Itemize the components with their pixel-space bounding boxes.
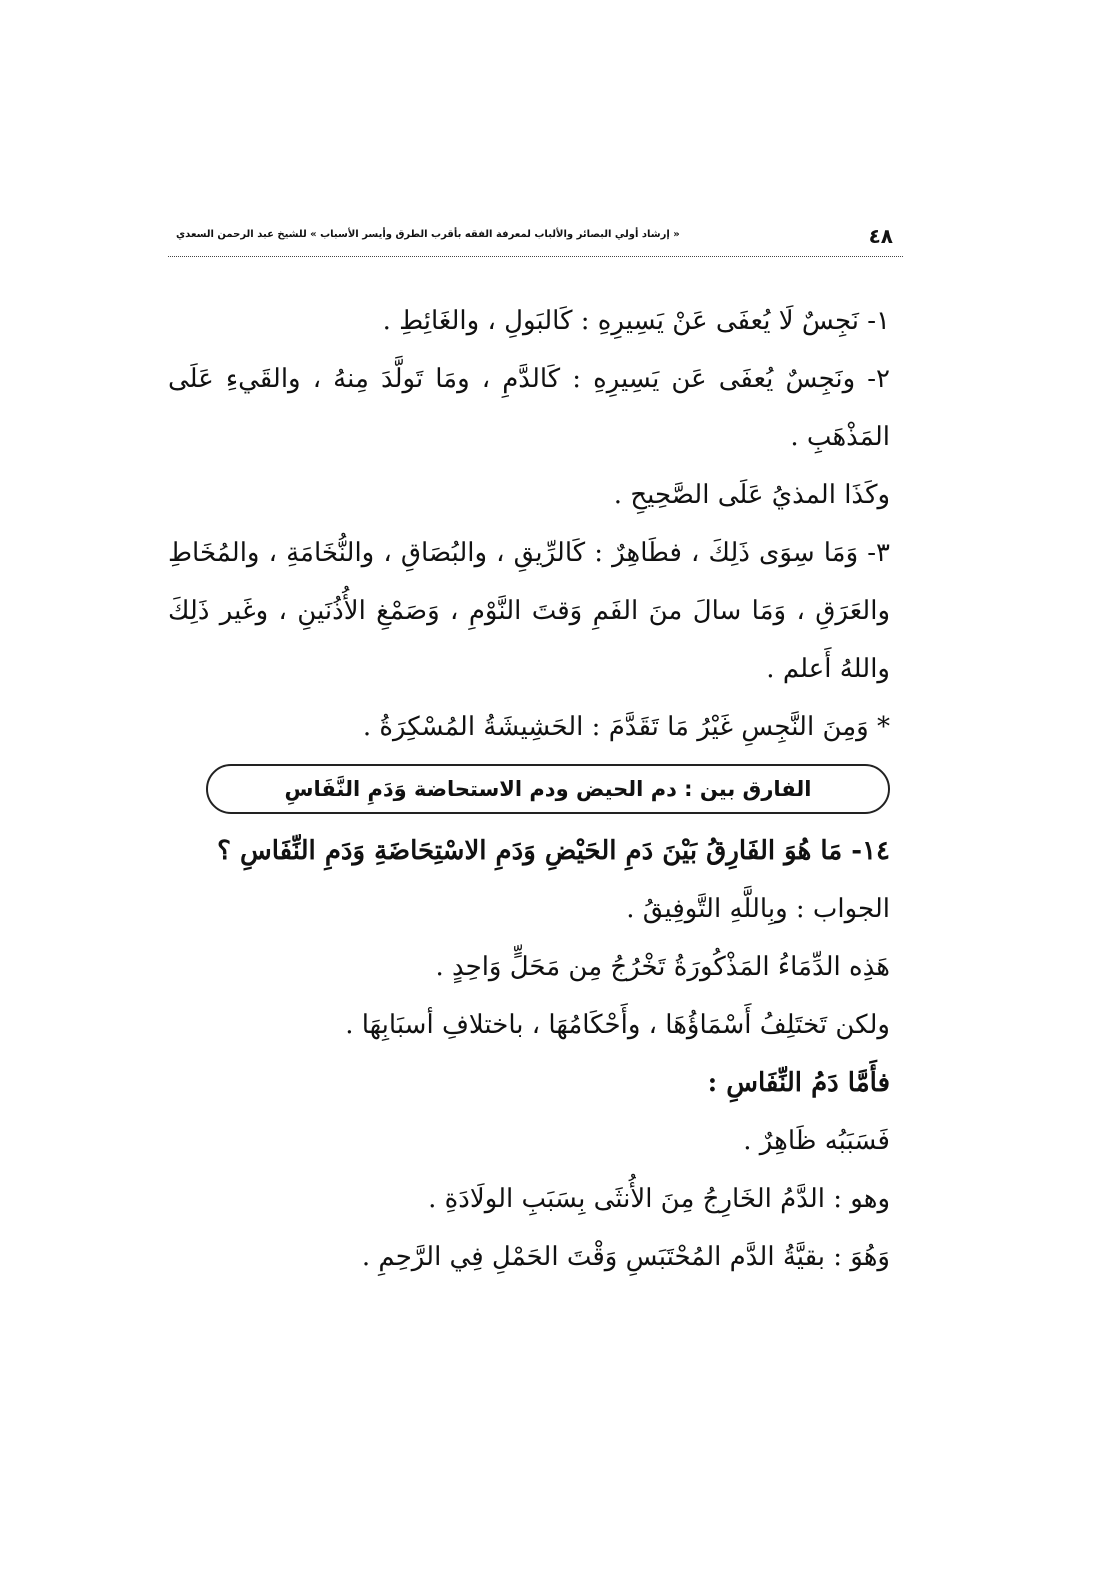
paragraph-3: فَسَبَبُه ظَاهِرٌ . [743, 1126, 890, 1156]
paragraph-4: وهو : الدَّمُ الخَارِجُ مِنَ الأُنثَى بِسَبَبِ الولَادَةِ . [428, 1184, 890, 1214]
list-item-2: ٢- ونَجِسٌ يُعفَى عَن يَسِيرِهِ : كَالدَّمِ ، ومَا تَولَّدَ مِنهُ ، والقَيءِ عَلَى المَذْهَبِ . [168, 364, 890, 452]
section-title-box [206, 764, 890, 814]
question-14: ١٤- مَا هُوَ الفَارِقُ بَيْنَ دَمِ الحَيْضِ وَدَمِ الاسْتِحَاضَةِ وَدَمِ النِّفَاسِ ؟ [217, 836, 890, 866]
section-title: الفارق بين : دم الحيض ودم الاستحاضة وَدَمِ النَّفَاسِ [284, 777, 812, 801]
page-body [168, 292, 890, 1286]
page-header [168, 222, 903, 257]
paragraph-hashish: * وَمِنَ النَّجِسِ غَيْرُ مَا تَقَدَّمَ : الحَشِيشَةُ المُسْكِرَةُ . [362, 712, 890, 742]
paragraph-2: ولكن تَختَلِفُ أَسْمَاؤُهَا ، وأَحْكَامُهَا ، باختلافِ أسبَابِهَا . [345, 1010, 890, 1040]
list-item-1: ١- نَجِسٌ لَا يُعفَى عَنْ يَسِيرِهِ : كَالبَولِ ، والغَائِطِ . [382, 306, 890, 336]
running-title: « إرشاد أولي البصائر والألباب لمعرفة الفقه بأقرب الطرق وأيسر الأسباب » للشيخ عبد الرحمن السعدي [176, 229, 680, 240]
page-number: ٤٨ [868, 224, 893, 248]
paragraph-1: هَذِه الدِّمَاءُ المَذْكُورَةُ تَخْرُجُ مِن مَحَلٍّ وَاحِدٍ . [435, 952, 890, 982]
paragraph-5: وَهُوَ : بقيَّةُ الدَّم المُحْتَبَسِ وَقْتَ الحَمْلِ فِي الرَّحِمِ . [361, 1242, 890, 1272]
list-item-3: ٣- وَمَا سِوَى ذَلِكَ ، فطَاهِرٌ : كَالرِّيقِ ، والبُصَاقِ ، والنُّخَامَةِ ، والمُخَاطِ والعَرَقِ ، وَمَا سالَ منَ الفَمِ وَقتَ النَّوْمِ ، وَصَمْغِ الأُذُنَينِ ، وغَير ذَلِكَ واللهُ أَعلم . [168, 538, 890, 684]
paragraph-madhi: وكَذَا المذيُ عَلَى الصَّحِيحِ . [613, 480, 890, 510]
nifas-heading: فأَمَّا دَمُ النِّفَاسِ : [707, 1068, 890, 1098]
answer-label: الجواب : وبِاللَّهِ التَّوفِيقُ . [626, 894, 890, 924]
